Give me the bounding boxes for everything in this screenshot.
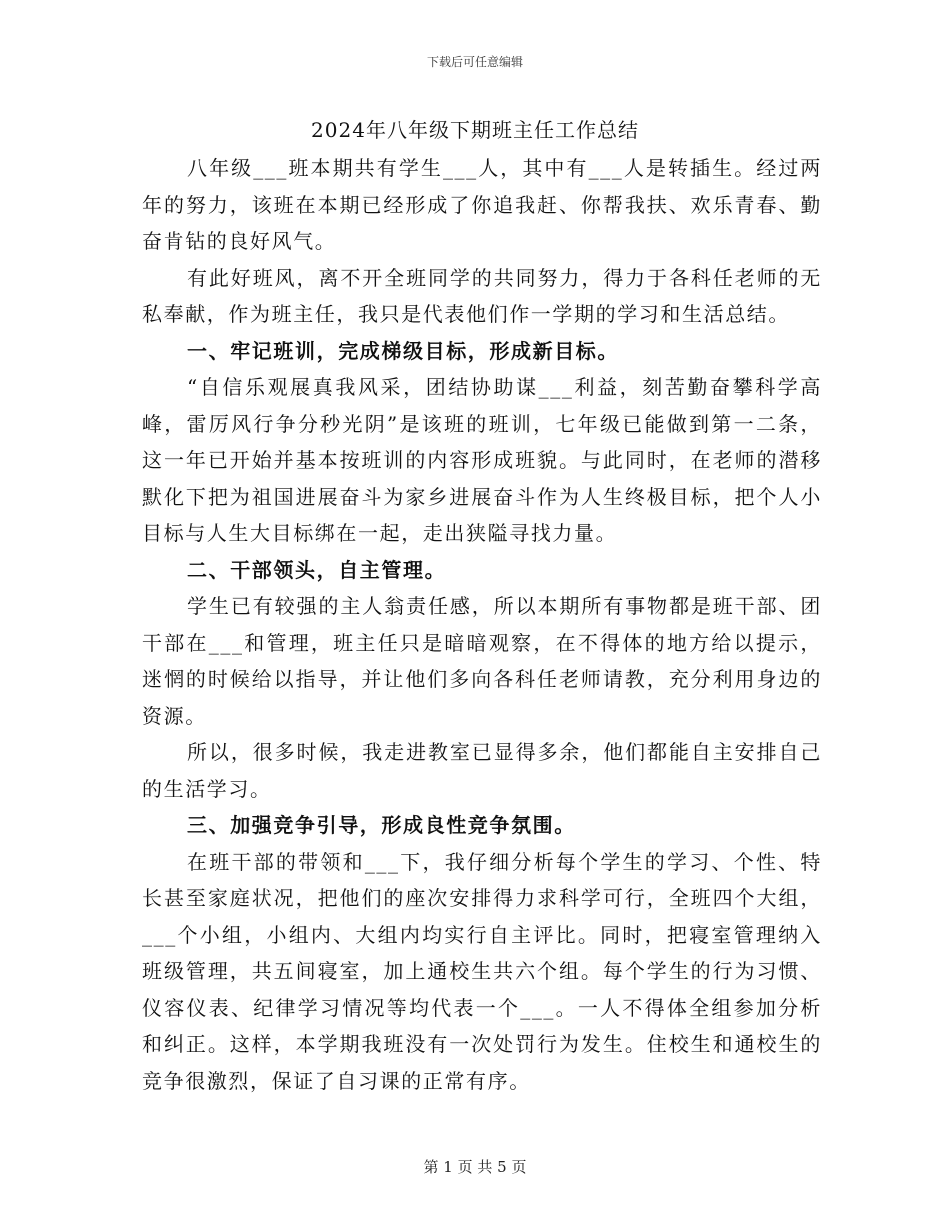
paragraph: 学生已有较强的主人翁责任感，所以本期所有事物都是班干部、团干部在___和管理，班主任只是暗暗观察，在不得体的地方给以提示，迷惘的时候给以指导，并让他们多向各科任老师请教，充分利用身边的资源。 xyxy=(142,594,822,728)
paragraph: 所以，很多时候，我走进教室已显得多余，他们都能自主安排自己的生活学习。 xyxy=(142,740,822,801)
document-body xyxy=(142,150,822,1099)
page-number: 第 1 页 共 5 页 xyxy=(423,1158,527,1176)
paragraph: 有此好班风，离不开全班同学的共同努力，得力于各科任老师的无私奉献，作为班主任，我只是代表他们作一学期的学习和生活总结。 xyxy=(142,265,822,326)
paragraph: 在班干部的带领和___下，我仔细分析每个学生的学习、个性、特长甚至家庭状况，把他们的座次安排得力求科学可行，全班四个大组，___个小组，小组内、大组内均实行自主评比。同时，把寝室管理纳入班级管理，共五间寝室，加上通校生共六个组。每个学生的行为习惯、仪容仪表、纪律学习情况等均代表一个___。一人不得体全组参加分析和纠正。这样，本学期我班没有一次处罚行为发生。住校生和通校生的竞争很激烈，保证了自习课的正常有序。 xyxy=(142,849,822,1093)
section-heading: 二、干部领头，自主管理。 xyxy=(187,557,447,582)
paragraph: 八年级___班本期共有学生___人，其中有___人是转插生。经过两年的努力，该班在本期已经形成了你追我赶、你帮我扶、欢乐青春、勤奋肯钻的良好风气。 xyxy=(142,156,822,253)
paragraph: “自信乐观展真我风采，团结协助谋___利益，刻苦勤奋攀科学高峰，雷厉风行争分秒光阴”是该班的班训，七年级已能做到第一二条，这一年已开始并基本按班训的内容形成班貌。与此同时，在老师的潜移默化下把为祖国进展奋斗为家乡进展奋斗作为人生终极目标，把个人小目标与人生大目标绑在一起，走出狭隘寻找力量。 xyxy=(142,375,822,545)
document-title: 2024年八年级下期班主任工作总结 xyxy=(311,118,639,142)
section-heading: 一、牢记班训，完成梯级目标，形成新目标。 xyxy=(187,338,619,363)
section-heading: 三、加强竞争引导，形成良性竞争氛围。 xyxy=(187,813,576,837)
page-header-note: 下载后可任意编辑 xyxy=(426,55,523,69)
